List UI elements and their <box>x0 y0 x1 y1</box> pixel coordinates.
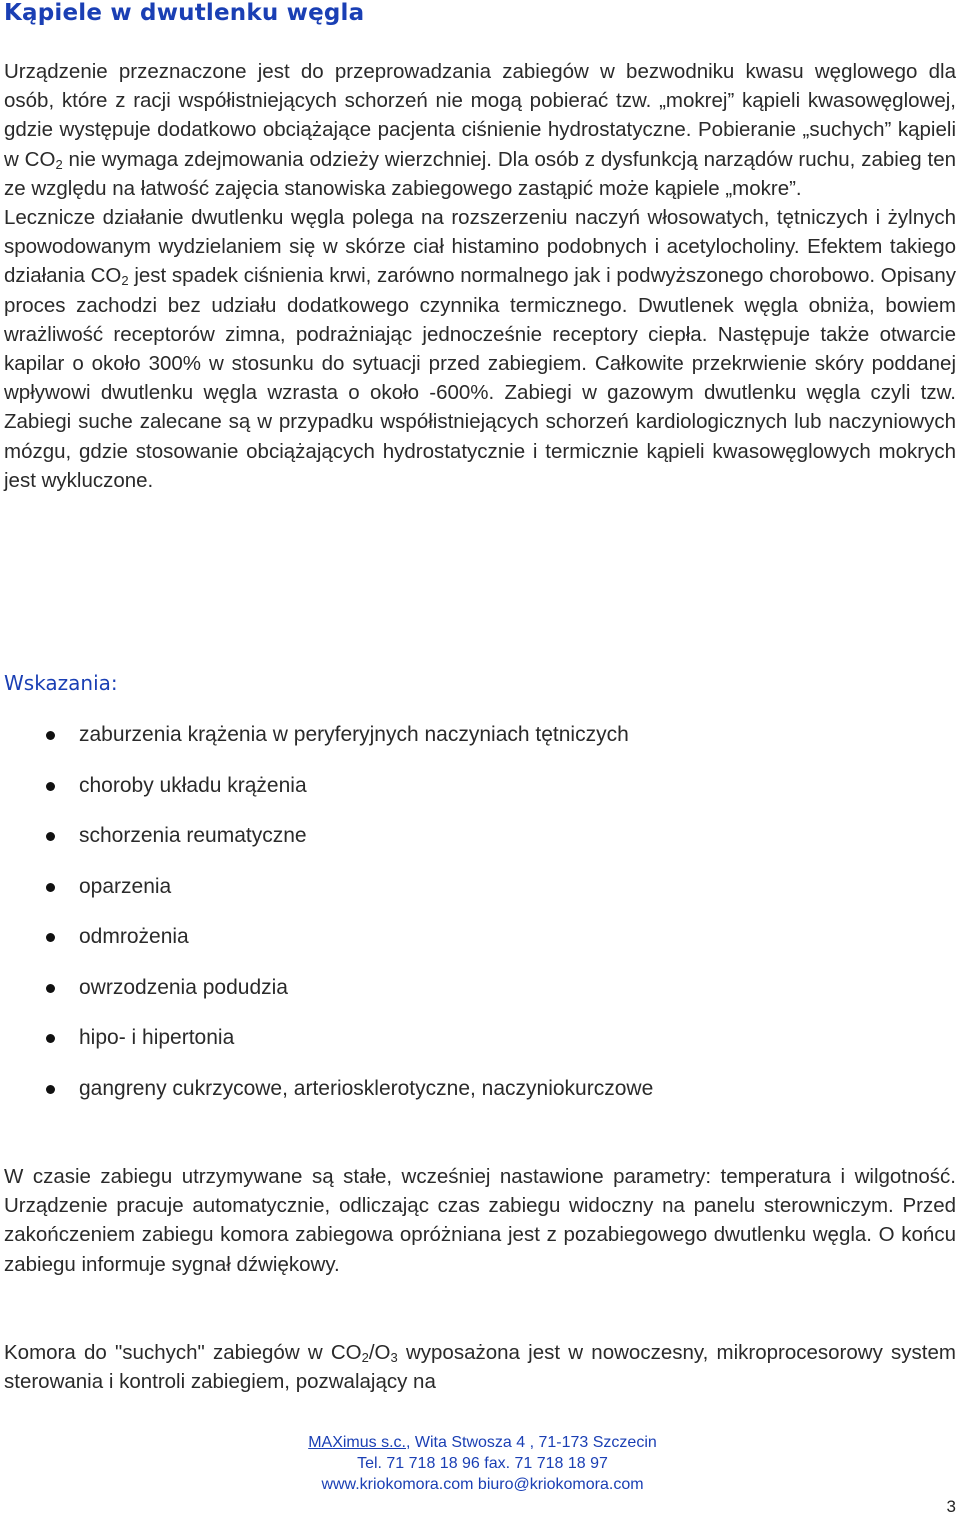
footer-phone: Tel. 71 718 18 96 fax. 71 718 18 97 <box>357 1455 608 1472</box>
bullet-icon <box>46 731 55 740</box>
bullet-icon <box>46 984 55 993</box>
bullet-icon <box>46 933 55 942</box>
intro-text-2: nie wymaga zdejmowania odzieży wierzchniej. Dla osób z dysfunkcją narządów ruchu, zabieg ten ze względu na łatwość zajęcia stanowiska zabiegowego zastąpić może kąpiele „mokre”. <box>4 147 957 200</box>
list-item-text: odmrożenia <box>79 925 189 948</box>
co2-subscript-2: 2 <box>121 273 129 289</box>
list-item-text: schorzenia reumatyczne <box>79 824 307 847</box>
chamber-text-2: /O <box>368 1341 391 1364</box>
footer-company-line <box>230 1432 735 1453</box>
co2-subscript-1: 2 <box>55 156 63 172</box>
list-item-text: oparzenia <box>79 874 172 898</box>
company-link[interactable]: MAXimus s.c. <box>308 1434 406 1451</box>
bullet-icon <box>46 1085 55 1094</box>
list-item-text: owrzodzenia podudzia <box>79 975 288 999</box>
list-item-text: zaburzenia krążenia w peryferyjnych naczyniach tętniczych <box>79 723 629 746</box>
bullet-icon <box>46 832 55 841</box>
list-item-text: gangreny cukrzycowe, arteriosklerotyczne, naczyniokurczowe <box>79 1076 654 1100</box>
footer-web: www.kriokomora.com biuro@kriokomora.com <box>321 1476 644 1493</box>
intro-text-4: jest spadek ciśnienia krwi, zarówno normalnego jak i podwyższonego chorobowo. Opisany proces zachodzi bez udziału dodatkowego czynnika termicznego. Dwutlenek węgla obniża, bowiem wrażliwość receptorów zimna, podrażniając jednocześnie receptory ciepła. Następuje także otwarcie kapilar o około 300% w stosunku do sytuacji przed zabiegiem. Całkowite przekrwienie skóry poddanej wpływowi dwutlenku węgla wzrasta o około -600%. Zabiegi w gazowym dwutlenku węgla czyli tzw. Zabiegi suche zalecane są w przypadku współistniejących schorzeń kardiologicznych lub naczyniowych mózgu, gdzie stosowanie obciążających hydrostatycznie i termicznie kąpieli kwasowęglowych mokrych jest wykluczone. <box>4 264 956 492</box>
co2-subscript: 2 <box>361 1350 369 1365</box>
bullet-icon <box>46 1034 55 1043</box>
o3-subscript: 3 <box>390 1350 398 1365</box>
bullet-icon <box>46 782 55 791</box>
chamber-text-3: wyposażona jest w nowoczesny, mikroprocesorowy system sterowania i kontroli zabiegiem, pozwalający na <box>4 1341 956 1394</box>
intro-text-3: Lecznicze działanie dwutlenku węgla polega na rozszerzeniu naczyń włosowatych, tętniczych i żylnych spowodowanym wydzielaniem się w skórze ciał histamino podobnych i acetylocholiny. Efektem takiego działania CO <box>4 206 956 288</box>
chamber-paragraph <box>4 1338 956 1396</box>
intro-paragraph <box>4 57 956 495</box>
intro-text-1: Urządzenie przeznaczone jest do przeprowadzania zabiegów w bezwodniku kwasu węglowego dla osób, które z racji współistniejących schorzeń nie mogą pobierać tzw. „mokrej” kąpieli kwasowęglowej, gdzie występuje dodatkowo obciążające pacjenta ciśnienie hydrostatyczne. Pobieranie „suchych” kąpieli w CO <box>4 60 956 171</box>
page-number: 3 <box>946 1497 956 1516</box>
page-title: Kąpiele w dwutlenku węgla <box>4 0 365 26</box>
footer <box>230 1432 735 1495</box>
procedure-paragraph: W czasie zabiegu utrzymywane są stałe, wcześniej nastawione parametry: temperatura i wilgotność. Urządzenie pracuje automatycznie, odliczając czas zabiegu widoczny na panelu sterowniczym. Przed zakończeniem zabiegu komora zabiegowa opróżniana jest z pozabiegowego dwutlenku węgla. O końcu zabiegu informuje sygnał dźwiękowy. <box>4 1165 956 1276</box>
list-item-text: choroby układu krążenia <box>79 773 307 797</box>
footer-address: , Wita Stwosza 4 , 71-173 Szczecin <box>406 1434 657 1451</box>
bullet-icon <box>46 883 55 892</box>
chamber-text-1: Komora do "suchych" zabiegów w CO <box>4 1341 362 1364</box>
indications-heading: Wskazania: <box>4 671 118 695</box>
list-item-text: hipo- i hipertonia <box>79 1026 235 1049</box>
